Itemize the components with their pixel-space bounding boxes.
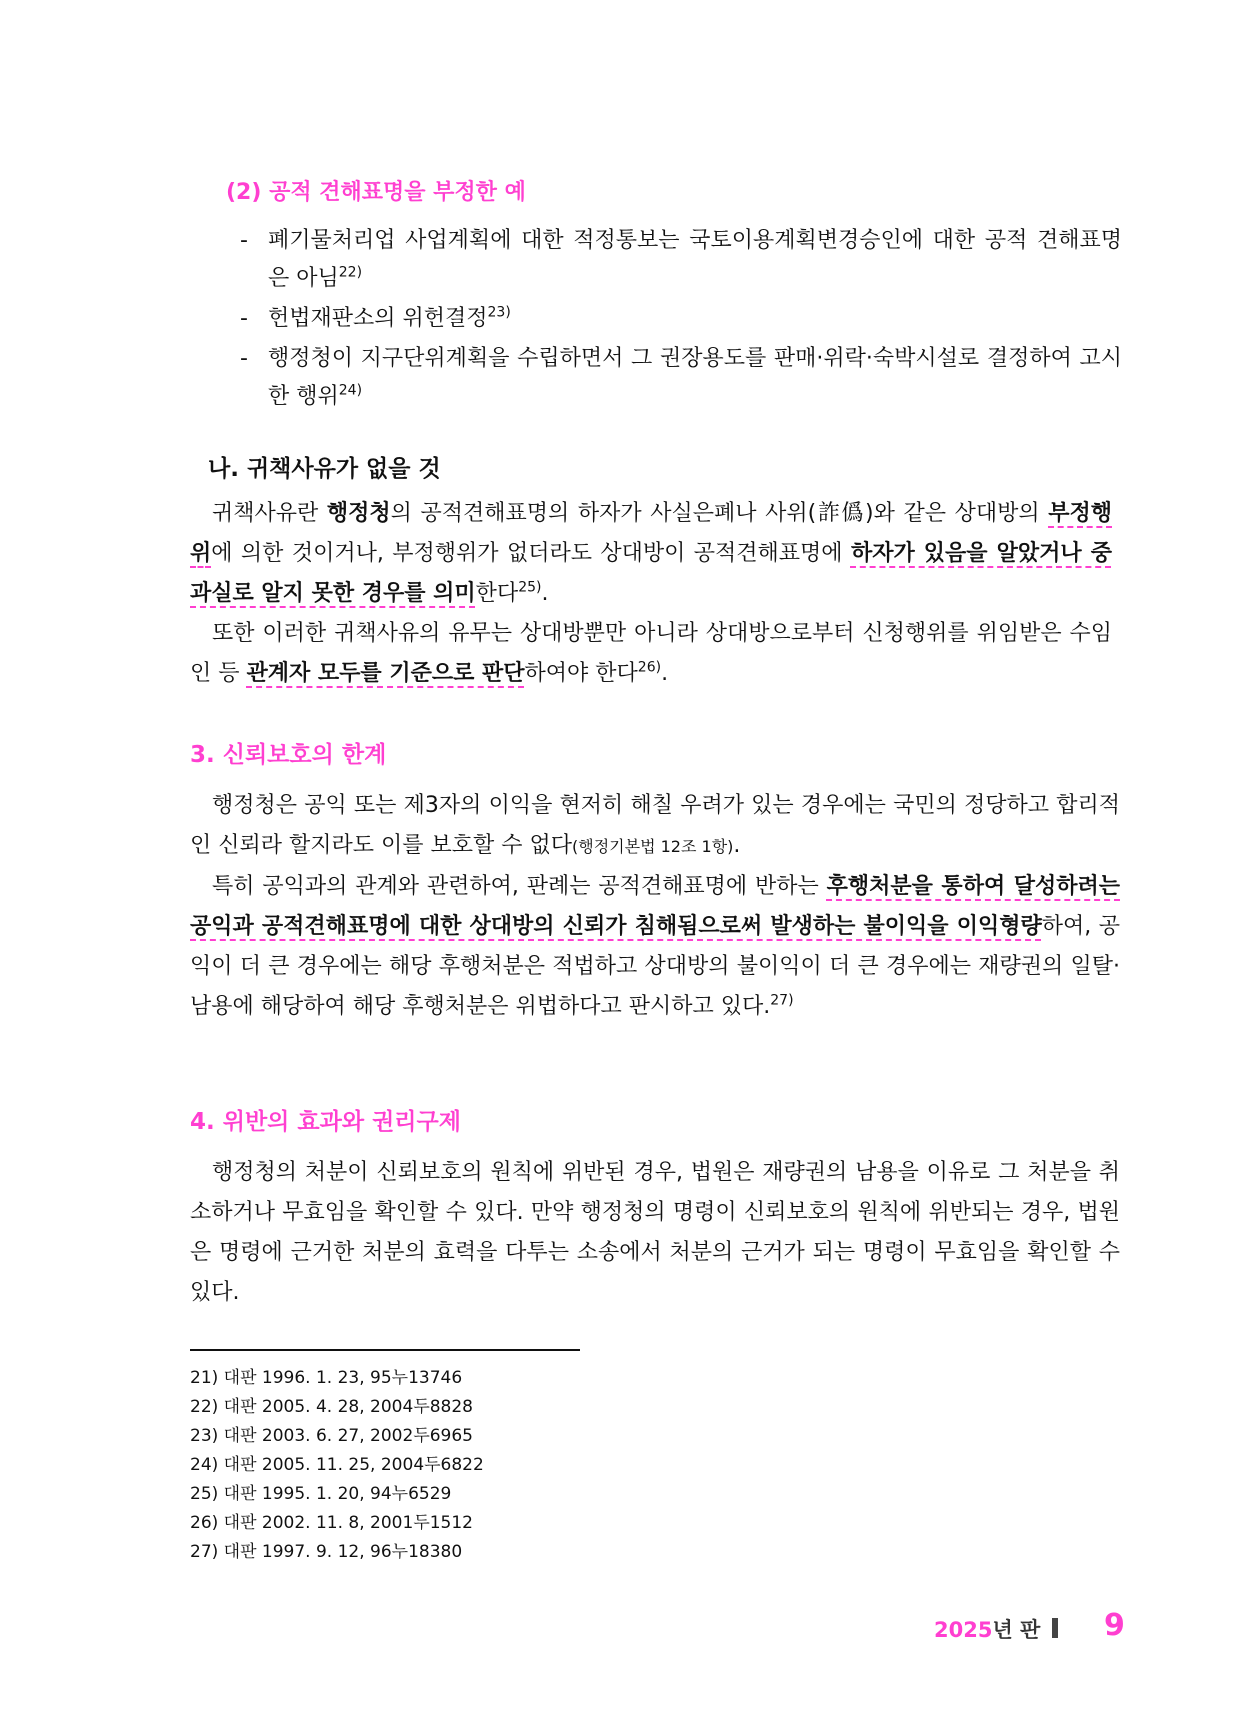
text-run: 하여, 공익이 더 큰 경우에는 해당 후행처분은 적법하고 상대방의 불이익이 더 큰 경우에는 재량권의 일탈·남용에 해당하여 해당 후행처분은 위법하다고 판시하고 있다. (190, 914, 1120, 1019)
dash-bullet: - (240, 228, 248, 253)
edition-label (934, 1614, 1040, 1644)
footnote-ref: 23) (487, 304, 511, 321)
text-run: . (661, 661, 669, 686)
text-run: 또한 이러한 귀책사유의 유무는 상대방뿐만 아니라 상대방으로부터 신청행위를 위임받은 수임인 등 (190, 621, 1112, 686)
footer-separator-bar (1052, 1618, 1058, 1638)
list-item-text: 폐기물처리업 사업계획에 대한 적정통보는 국토이용계획변경승인에 대한 공적 견해표명은 아님 (268, 228, 1122, 291)
section-na-heading: 나. 귀책사유가 없을 것 (208, 456, 441, 482)
footnotes-list (190, 1364, 484, 1567)
footnote-ref: 27) (770, 992, 794, 1009)
highlighted-text: 하자가 있음을 알았거나 중과실로 알지 못한 경우를 의미 (190, 541, 1112, 606)
section-3-heading: 3. 신뢰보호의 한계 (190, 742, 387, 768)
footnote-item: 25) 대판 1995. 1. 20, 94누6529 (190, 1484, 452, 1504)
section-3-body (190, 786, 1120, 1027)
small-text: (행정기본법 12조 1항) (572, 837, 734, 856)
section-4-heading: 4. 위반의 효과와 권리구제 (190, 1109, 461, 1135)
footnote-item: 24) 대판 2005. 11. 25, 2004두6822 (190, 1455, 484, 1475)
text-run: 행정청은 공익 또는 제3자의 이익을 현저히 해칠 우려가 있는 경우에는 국민의 정당하고 합리적인 신뢰라 할지라도 이를 보호할 수 없다 (190, 793, 1120, 858)
edition-suffix: 년 판 (992, 1618, 1041, 1642)
text-run: 특히 공익과의 관계와 관련하여, 판례는 공적견해표명에 반하는 (212, 874, 827, 899)
text-run: . (733, 833, 741, 858)
text-run: 의 공적견해표명의 하자가 사실은폐나 사위(詐僞)와 같은 상대방의 (390, 501, 1049, 526)
bold-text: 행정청 (326, 501, 391, 526)
page-footer (934, 1608, 1124, 1644)
list-item (240, 222, 1122, 298)
footnote-item: 22) 대판 2005. 4. 28, 2004두8828 (190, 1397, 473, 1417)
footnote-item: 27) 대판 1997. 9. 12, 96누18380 (190, 1542, 463, 1562)
footnote-ref: 22) (338, 264, 363, 281)
highlighted-text: 관계자 모두를 기준으로 판단 (246, 661, 525, 686)
paragraph (190, 494, 1112, 614)
section-na-body (190, 494, 1112, 694)
footnote-item: 26) 대판 2002. 11. 8, 2001두1512 (190, 1513, 473, 1533)
edition-year: 2025 (934, 1618, 993, 1642)
section-4-body (190, 1153, 1120, 1313)
list-item-text: 행정청이 지구단위계획을 수립하면서 그 권장용도를 판매·위락·숙박시설로 결정하여 고시한 행위 (268, 346, 1122, 409)
highlighted-text: 후행처분을 통하여 달성하려는 공익과 공적견해표명에 대한 상대방의 신뢰가 침해됨으로써 발생하는 불이익을 이익형량 (190, 874, 1120, 939)
footnote-item: 21) 대판 1996. 1. 23, 95누13746 (190, 1368, 463, 1388)
list-item (240, 300, 1122, 338)
footnote-ref: 26) (637, 659, 662, 676)
text-run: 에 의한 것이거나, 부정행위가 없더라도 상대방이 공적견해표명에 (211, 541, 851, 566)
text-run: 한다 (475, 581, 519, 606)
paragraph (190, 867, 1120, 1027)
list-item (240, 340, 1122, 416)
highlighted-text: 부정행위 (190, 501, 1112, 566)
footnote-divider (190, 1349, 580, 1351)
paragraph (190, 614, 1112, 694)
footnote-ref: 24) (338, 382, 363, 399)
page-number: 9 (1104, 1608, 1125, 1643)
text-run: 하여야 한다 (524, 661, 638, 686)
section-2-heading: (2) 공적 견해표명을 부정한 예 (226, 180, 526, 205)
dash-bullet: - (240, 346, 248, 371)
text-run: 귀책사유란 (212, 501, 327, 526)
footnote-ref: 25) (518, 579, 542, 596)
footnote-item: 23) 대판 2003. 6. 27, 2002두6965 (190, 1426, 473, 1446)
paragraph (190, 786, 1120, 867)
text-run: . (541, 581, 549, 606)
paragraph: 행정청의 처분이 신뢰보호의 원칙에 위반된 경우, 법원은 재량권의 남용을 이유로 그 처분을 취소하거나 무효임을 확인할 수 있다. 만약 행정청의 명령이 신뢰보호의 원칙에 위반되는 경우, 법원은 명령에 근거한 처분의 효력을 다투는 소송에서 처분의 근거가 되는 명령이 무효임을 확인할 수 있다. (190, 1160, 1120, 1305)
section-2-list (240, 222, 1122, 418)
list-item-text: 헌법재판소의 위헌결정 (268, 306, 488, 331)
dash-bullet: - (240, 306, 248, 331)
